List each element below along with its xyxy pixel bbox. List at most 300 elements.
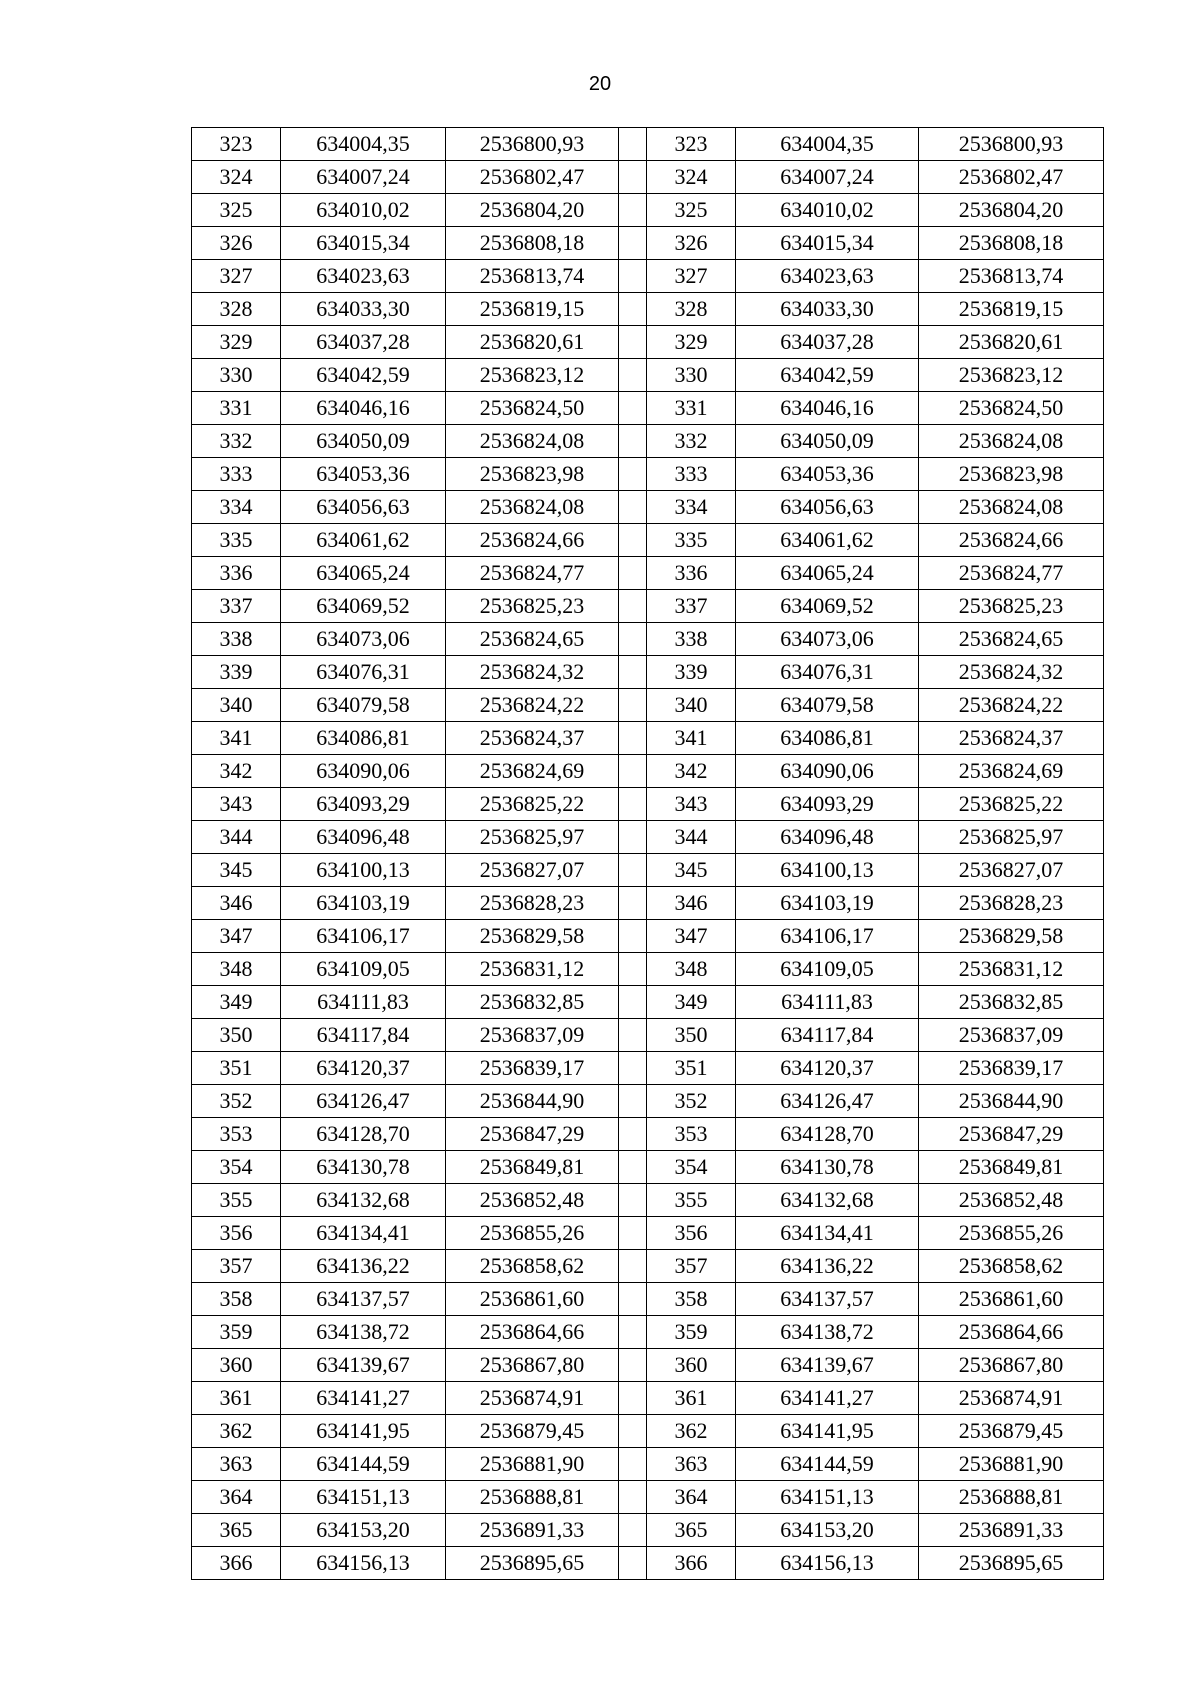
x-coordinate-left: 634010,02 [281,194,446,227]
x-coordinate-left: 634137,57 [281,1283,446,1316]
point-number-left: 358 [192,1283,281,1316]
x-coordinate-right: 634015,34 [736,227,919,260]
y-coordinate-left: 2536808,18 [446,227,619,260]
x-coordinate-right: 634069,52 [736,590,919,623]
y-coordinate-right: 2536858,62 [919,1250,1104,1283]
y-coordinate-right: 2536824,37 [919,722,1104,755]
point-number-left: 325 [192,194,281,227]
table-row [192,755,1104,788]
point-number-left: 362 [192,1415,281,1448]
table-row [192,788,1104,821]
table-row [192,1184,1104,1217]
table-row [192,359,1104,392]
y-coordinate-left: 2536831,12 [446,953,619,986]
y-coordinate-left: 2536858,62 [446,1250,619,1283]
x-coordinate-right: 634076,31 [736,656,919,689]
y-coordinate-right: 2536895,65 [919,1547,1104,1580]
x-coordinate-left: 634096,48 [281,821,446,854]
y-coordinate-right: 2536824,08 [919,491,1104,524]
x-coordinate-right: 634111,83 [736,986,919,1019]
table-row [192,194,1104,227]
separator-cell [619,1217,647,1250]
table-row [192,1481,1104,1514]
x-coordinate-right: 634046,16 [736,392,919,425]
x-coordinate-right: 634132,68 [736,1184,919,1217]
separator-cell [619,1382,647,1415]
y-coordinate-left: 2536824,22 [446,689,619,722]
table-row [192,128,1104,161]
x-coordinate-right: 634136,22 [736,1250,919,1283]
point-number-left: 366 [192,1547,281,1580]
x-coordinate-left: 634156,13 [281,1547,446,1580]
y-coordinate-left: 2536837,09 [446,1019,619,1052]
y-coordinate-left: 2536895,65 [446,1547,619,1580]
point-number-left: 341 [192,722,281,755]
separator-cell [619,293,647,326]
separator-cell [619,953,647,986]
table-row [192,458,1104,491]
table-row [192,953,1104,986]
point-number-right: 325 [647,194,736,227]
separator-cell [619,590,647,623]
point-number-right: 331 [647,392,736,425]
y-coordinate-left: 2536828,23 [446,887,619,920]
point-number-right: 345 [647,854,736,887]
y-coordinate-left: 2536867,80 [446,1349,619,1382]
point-number-right: 364 [647,1481,736,1514]
x-coordinate-left: 634144,59 [281,1448,446,1481]
point-number-right: 324 [647,161,736,194]
point-number-right: 357 [647,1250,736,1283]
x-coordinate-left: 634136,22 [281,1250,446,1283]
x-coordinate-right: 634139,67 [736,1349,919,1382]
x-coordinate-left: 634069,52 [281,590,446,623]
point-number-right: 352 [647,1085,736,1118]
y-coordinate-left: 2536855,26 [446,1217,619,1250]
point-number-right: 350 [647,1019,736,1052]
x-coordinate-right: 634073,06 [736,623,919,656]
point-number-right: 339 [647,656,736,689]
x-coordinate-right: 634050,09 [736,425,919,458]
separator-cell [619,887,647,920]
point-number-left: 343 [192,788,281,821]
table-row [192,260,1104,293]
y-coordinate-left: 2536824,08 [446,425,619,458]
separator-cell [619,161,647,194]
x-coordinate-left: 634079,58 [281,689,446,722]
table-row [192,1085,1104,1118]
point-number-right: 338 [647,623,736,656]
separator-cell [619,1085,647,1118]
x-coordinate-left: 634073,06 [281,623,446,656]
x-coordinate-right: 634141,95 [736,1415,919,1448]
point-number-left: 360 [192,1349,281,1382]
separator-cell [619,491,647,524]
y-coordinate-left: 2536819,15 [446,293,619,326]
point-number-right: 346 [647,887,736,920]
y-coordinate-right: 2536825,23 [919,590,1104,623]
separator-cell [619,722,647,755]
x-coordinate-left: 634103,19 [281,887,446,920]
y-coordinate-left: 2536824,08 [446,491,619,524]
y-coordinate-right: 2536819,15 [919,293,1104,326]
point-number-left: 323 [192,128,281,161]
point-number-right: 359 [647,1316,736,1349]
point-number-right: 366 [647,1547,736,1580]
x-coordinate-right: 634138,72 [736,1316,919,1349]
y-coordinate-right: 2536824,77 [919,557,1104,590]
table-row [192,722,1104,755]
x-coordinate-left: 634007,24 [281,161,446,194]
y-coordinate-left: 2536802,47 [446,161,619,194]
point-number-right: 333 [647,458,736,491]
table-row [192,623,1104,656]
y-coordinate-left: 2536852,48 [446,1184,619,1217]
y-coordinate-right: 2536824,50 [919,392,1104,425]
x-coordinate-right: 634153,20 [736,1514,919,1547]
y-coordinate-right: 2536823,12 [919,359,1104,392]
point-number-right: 353 [647,1118,736,1151]
y-coordinate-right: 2536804,20 [919,194,1104,227]
x-coordinate-right: 634106,17 [736,920,919,953]
point-number-right: 328 [647,293,736,326]
separator-cell [619,1118,647,1151]
y-coordinate-right: 2536831,12 [919,953,1104,986]
y-coordinate-right: 2536861,60 [919,1283,1104,1316]
y-coordinate-right: 2536827,07 [919,854,1104,887]
y-coordinate-right: 2536813,74 [919,260,1104,293]
point-number-left: 337 [192,590,281,623]
table-row [192,524,1104,557]
point-number-left: 359 [192,1316,281,1349]
table-row [192,1349,1104,1382]
separator-cell [619,1448,647,1481]
y-coordinate-left: 2536874,91 [446,1382,619,1415]
separator-cell [619,1052,647,1085]
separator-cell [619,986,647,1019]
y-coordinate-right: 2536828,23 [919,887,1104,920]
y-coordinate-right: 2536824,65 [919,623,1104,656]
separator-cell [619,392,647,425]
separator-cell [619,1283,647,1316]
y-coordinate-right: 2536824,69 [919,755,1104,788]
y-coordinate-left: 2536879,45 [446,1415,619,1448]
point-number-left: 335 [192,524,281,557]
x-coordinate-right: 634079,58 [736,689,919,722]
table-row [192,986,1104,1019]
x-coordinate-right: 634004,35 [736,128,919,161]
x-coordinate-left: 634139,67 [281,1349,446,1382]
x-coordinate-right: 634093,29 [736,788,919,821]
y-coordinate-right: 2536864,66 [919,1316,1104,1349]
point-number-right: 335 [647,524,736,557]
point-number-left: 326 [192,227,281,260]
x-coordinate-left: 634015,34 [281,227,446,260]
separator-cell [619,920,647,953]
x-coordinate-left: 634023,63 [281,260,446,293]
point-number-left: 348 [192,953,281,986]
table-row [192,227,1104,260]
point-number-left: 353 [192,1118,281,1151]
y-coordinate-left: 2536881,90 [446,1448,619,1481]
point-number-left: 334 [192,491,281,524]
separator-cell [619,755,647,788]
x-coordinate-right: 634090,06 [736,755,919,788]
separator-cell [619,1151,647,1184]
point-number-left: 346 [192,887,281,920]
y-coordinate-right: 2536824,22 [919,689,1104,722]
x-coordinate-left: 634151,13 [281,1481,446,1514]
y-coordinate-left: 2536824,77 [446,557,619,590]
y-coordinate-left: 2536829,58 [446,920,619,953]
x-coordinate-left: 634120,37 [281,1052,446,1085]
table-row [192,293,1104,326]
point-number-left: 349 [192,986,281,1019]
table-row [192,1415,1104,1448]
x-coordinate-left: 634056,63 [281,491,446,524]
table-row [192,1448,1104,1481]
point-number-left: 347 [192,920,281,953]
y-coordinate-left: 2536824,37 [446,722,619,755]
x-coordinate-right: 634053,36 [736,458,919,491]
x-coordinate-left: 634100,13 [281,854,446,887]
x-coordinate-right: 634151,13 [736,1481,919,1514]
point-number-right: 362 [647,1415,736,1448]
x-coordinate-left: 634132,68 [281,1184,446,1217]
x-coordinate-right: 634010,02 [736,194,919,227]
point-number-right: 358 [647,1283,736,1316]
y-coordinate-left: 2536824,66 [446,524,619,557]
x-coordinate-right: 634120,37 [736,1052,919,1085]
point-number-left: 345 [192,854,281,887]
y-coordinate-right: 2536844,90 [919,1085,1104,1118]
x-coordinate-right: 634137,57 [736,1283,919,1316]
x-coordinate-right: 634130,78 [736,1151,919,1184]
point-number-left: 328 [192,293,281,326]
point-number-left: 324 [192,161,281,194]
y-coordinate-right: 2536825,97 [919,821,1104,854]
y-coordinate-right: 2536874,91 [919,1382,1104,1415]
y-coordinate-right: 2536823,98 [919,458,1104,491]
y-coordinate-left: 2536832,85 [446,986,619,1019]
separator-cell [619,1184,647,1217]
y-coordinate-right: 2536888,81 [919,1481,1104,1514]
x-coordinate-left: 634076,31 [281,656,446,689]
x-coordinate-left: 634046,16 [281,392,446,425]
point-number-left: 363 [192,1448,281,1481]
point-number-right: 355 [647,1184,736,1217]
separator-cell [619,359,647,392]
x-coordinate-left: 634061,62 [281,524,446,557]
x-coordinate-left: 634106,17 [281,920,446,953]
table-row [192,887,1104,920]
table-row [192,1250,1104,1283]
y-coordinate-left: 2536888,81 [446,1481,619,1514]
separator-cell [619,656,647,689]
point-number-left: 329 [192,326,281,359]
table-row [192,1217,1104,1250]
y-coordinate-right: 2536837,09 [919,1019,1104,1052]
y-coordinate-left: 2536823,12 [446,359,619,392]
y-coordinate-left: 2536820,61 [446,326,619,359]
point-number-left: 354 [192,1151,281,1184]
separator-cell [619,260,647,293]
point-number-right: 360 [647,1349,736,1382]
y-coordinate-right: 2536824,08 [919,425,1104,458]
table-row [192,1283,1104,1316]
y-coordinate-left: 2536847,29 [446,1118,619,1151]
point-number-right: 342 [647,755,736,788]
y-coordinate-left: 2536824,69 [446,755,619,788]
point-number-left: 332 [192,425,281,458]
x-coordinate-right: 634007,24 [736,161,919,194]
y-coordinate-right: 2536824,66 [919,524,1104,557]
x-coordinate-right: 634144,59 [736,1448,919,1481]
coordinates-table-body [192,128,1104,1580]
table-row [192,392,1104,425]
table-row [192,1151,1104,1184]
point-number-right: 337 [647,590,736,623]
point-number-left: 330 [192,359,281,392]
point-number-right: 347 [647,920,736,953]
point-number-left: 340 [192,689,281,722]
point-number-right: 327 [647,260,736,293]
table-row [192,590,1104,623]
y-coordinate-left: 2536849,81 [446,1151,619,1184]
x-coordinate-right: 634086,81 [736,722,919,755]
table-row [192,1019,1104,1052]
point-number-left: 327 [192,260,281,293]
x-coordinate-right: 634117,84 [736,1019,919,1052]
separator-cell [619,854,647,887]
point-number-right: 326 [647,227,736,260]
y-coordinate-right: 2536825,22 [919,788,1104,821]
separator-cell [619,623,647,656]
y-coordinate-right: 2536867,80 [919,1349,1104,1382]
y-coordinate-left: 2536844,90 [446,1085,619,1118]
separator-cell [619,821,647,854]
table-row [192,1382,1104,1415]
x-coordinate-left: 634126,47 [281,1085,446,1118]
x-coordinate-left: 634037,28 [281,326,446,359]
separator-cell [619,788,647,821]
table-row [192,425,1104,458]
x-coordinate-left: 634093,29 [281,788,446,821]
table-row [192,1316,1104,1349]
table-row [192,689,1104,722]
y-coordinate-left: 2536825,97 [446,821,619,854]
x-coordinate-right: 634023,63 [736,260,919,293]
x-coordinate-left: 634033,30 [281,293,446,326]
separator-cell [619,557,647,590]
separator-cell [619,1481,647,1514]
x-coordinate-right: 634061,62 [736,524,919,557]
y-coordinate-left: 2536825,23 [446,590,619,623]
point-number-right: 365 [647,1514,736,1547]
separator-cell [619,689,647,722]
point-number-left: 355 [192,1184,281,1217]
y-coordinate-left: 2536839,17 [446,1052,619,1085]
table-row [192,326,1104,359]
y-coordinate-left: 2536861,60 [446,1283,619,1316]
separator-cell [619,1019,647,1052]
x-coordinate-right: 634156,13 [736,1547,919,1580]
separator-cell [619,1415,647,1448]
y-coordinate-left: 2536823,98 [446,458,619,491]
point-number-left: 357 [192,1250,281,1283]
point-number-left: 331 [192,392,281,425]
point-number-right: 323 [647,128,736,161]
table-row [192,161,1104,194]
separator-cell [619,425,647,458]
x-coordinate-left: 634086,81 [281,722,446,755]
table-row [192,854,1104,887]
x-coordinate-right: 634037,28 [736,326,919,359]
x-coordinate-left: 634050,09 [281,425,446,458]
point-number-right: 363 [647,1448,736,1481]
table-row [192,1547,1104,1580]
point-number-left: 342 [192,755,281,788]
point-number-right: 351 [647,1052,736,1085]
point-number-left: 333 [192,458,281,491]
separator-cell [619,326,647,359]
separator-cell [619,524,647,557]
y-coordinate-right: 2536808,18 [919,227,1104,260]
y-coordinate-left: 2536891,33 [446,1514,619,1547]
x-coordinate-right: 634141,27 [736,1382,919,1415]
point-number-right: 343 [647,788,736,821]
point-number-left: 361 [192,1382,281,1415]
y-coordinate-left: 2536864,66 [446,1316,619,1349]
separator-cell [619,1547,647,1580]
point-number-right: 329 [647,326,736,359]
point-number-left: 351 [192,1052,281,1085]
point-number-left: 338 [192,623,281,656]
x-coordinate-right: 634134,41 [736,1217,919,1250]
point-number-right: 356 [647,1217,736,1250]
page-number: 20 [588,73,612,95]
x-coordinate-left: 634153,20 [281,1514,446,1547]
y-coordinate-right: 2536855,26 [919,1217,1104,1250]
y-coordinate-left: 2536825,22 [446,788,619,821]
x-coordinate-left: 634134,41 [281,1217,446,1250]
y-coordinate-right: 2536879,45 [919,1415,1104,1448]
y-coordinate-right: 2536839,17 [919,1052,1104,1085]
table-row [192,821,1104,854]
x-coordinate-right: 634128,70 [736,1118,919,1151]
separator-cell [619,1316,647,1349]
x-coordinate-left: 634065,24 [281,557,446,590]
point-number-right: 340 [647,689,736,722]
x-coordinate-left: 634004,35 [281,128,446,161]
x-coordinate-left: 634111,83 [281,986,446,1019]
y-coordinate-left: 2536800,93 [446,128,619,161]
x-coordinate-left: 634042,59 [281,359,446,392]
point-number-left: 344 [192,821,281,854]
table-row [192,557,1104,590]
x-coordinate-right: 634065,24 [736,557,919,590]
point-number-left: 365 [192,1514,281,1547]
table-row [192,1514,1104,1547]
separator-cell [619,227,647,260]
x-coordinate-left: 634141,27 [281,1382,446,1415]
y-coordinate-left: 2536827,07 [446,854,619,887]
table-row [192,920,1104,953]
y-coordinate-right: 2536824,32 [919,656,1104,689]
x-coordinate-left: 634128,70 [281,1118,446,1151]
y-coordinate-right: 2536881,90 [919,1448,1104,1481]
x-coordinate-left: 634053,36 [281,458,446,491]
